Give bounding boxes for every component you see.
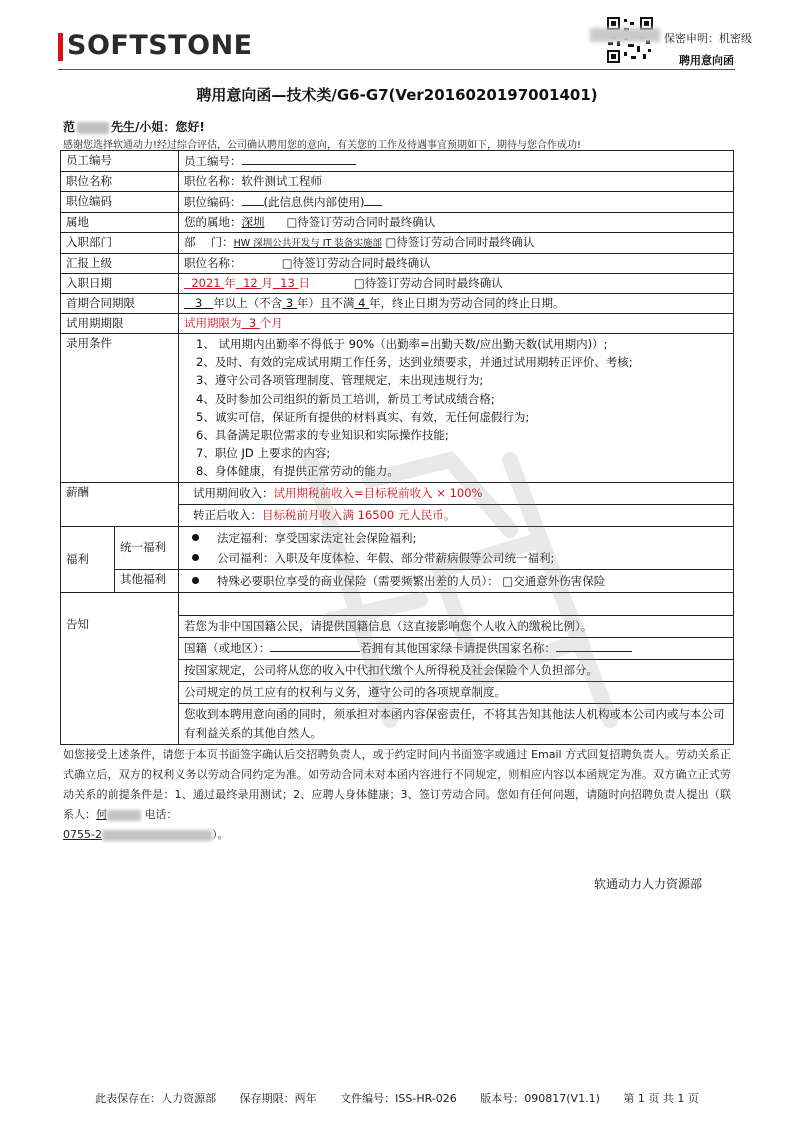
greeting-text: 先生/小姐：您好! xyxy=(111,120,205,134)
row-position-name xyxy=(61,172,734,192)
notice-line: 按国家规定，公司将从您的收入中代扣代缴个人所得税及社会保险个人负担部分。 xyxy=(179,659,734,681)
version-number: 版本号：090817(V1.1) xyxy=(480,1092,600,1105)
intro-text: 感谢您选择软通动力!经过综合评估，公司确认聘用您的意向，有关您的工作及待遇事宜预期如下，期待与您合作成功! xyxy=(63,140,582,151)
conditions-list xyxy=(179,334,734,483)
notice-line: 国籍（或地区）： 若拥有其他国家绿卡请提供国家名称： xyxy=(179,637,734,659)
redacted-contact xyxy=(107,810,141,821)
row-label: 员工编号 xyxy=(61,151,179,172)
row-label: 首期合同期限 xyxy=(61,294,179,314)
confirm-checkbox[interactable]: □待签订劳动合同时最终确认 xyxy=(385,235,535,249)
confirm-checkbox[interactable]: □待签订劳动合同时最终确认 xyxy=(353,276,503,290)
salary-regular: 转正后收入：目标税前月收入满 16500 元人民币。 xyxy=(179,504,734,526)
notice-line: 若您为非中国国籍公民，请提供国籍信息（这直接影响您个人收入的缴税比例）。 xyxy=(179,615,734,637)
row-location xyxy=(61,213,734,233)
retention-label: 保存期限：两年 xyxy=(239,1092,317,1105)
row-notice-1 xyxy=(61,615,734,637)
notice-line: 公司规定的员工应有的权利与义务，遵守公司的各项规章制度。 xyxy=(179,681,734,703)
condition-item: 6、具备满足职位需求的专业知识和实际操作技能; xyxy=(196,428,449,443)
row-label: 入职日期 xyxy=(61,274,179,294)
condition-item: 5、诚实可信，保证所有提供的材料真实、有效，无任何虚假行为; xyxy=(196,409,530,424)
row-value: 您的属地：深圳 □待签订劳动合同时最终确认 xyxy=(179,213,734,233)
benefit-item: 法定福利：享受国家法定社会保险福利; xyxy=(184,528,728,548)
document-title: 聘用意向函—技术类/G6-G7(Ver2016020197001401) xyxy=(196,86,598,104)
row-report-to xyxy=(61,254,734,274)
row-notice-spacer xyxy=(61,592,734,615)
row-label: 薪酬 xyxy=(61,482,179,526)
row-label: 试用期期限 xyxy=(61,314,179,334)
signoff: 软通动力人力资源部 xyxy=(594,877,703,891)
keeper-label: 此表保存在：人力资源部 xyxy=(95,1092,217,1105)
benefits-unified-list xyxy=(179,526,734,569)
greeting xyxy=(63,118,205,135)
salary-probation: 试用期间收入：试用期税前收入=目标税前收入 × 100% xyxy=(179,482,734,504)
row-value: 员工编号： xyxy=(179,151,734,172)
greeting-surname: 范 xyxy=(63,120,76,134)
page-number: 第 1 页 共 1 页 xyxy=(623,1092,699,1105)
confidential-label: 保密申明：机密级 xyxy=(664,32,752,45)
condition-item: 3、遵守公司各项管理制度、管理规定，未出现违规行为; xyxy=(196,373,484,388)
row-value: 职位编码： (此信息供内部使用) xyxy=(179,192,734,213)
condition-item: 4、及时参加公司组织的新员工培训，新员工考试成绩合格; xyxy=(196,391,495,406)
row-contract-term xyxy=(61,294,734,314)
benefits-other: 特殊必要职位享受的商业保险（需要频繁出差的人员）： □交通意外伤害保险 xyxy=(179,569,734,592)
file-number: 文件编号：ISS-HR-026 xyxy=(340,1092,457,1105)
bullet-icon xyxy=(192,534,199,541)
notice-line: 您收到本聘用意向函的同时，须承担对本函内容保密责任，不将其告知其他法人机构或本公司内或与本公司有利益关系的其他自然人。 xyxy=(179,703,734,744)
confirm-checkbox[interactable]: □待签订劳动合同时最终确认 xyxy=(286,215,436,229)
row-salary-probation xyxy=(61,482,734,504)
row-label: 属地 xyxy=(61,213,179,233)
row-value: 职位名称：软件测试工程师 xyxy=(179,172,734,192)
row-position-code xyxy=(61,192,734,213)
redacted-phone xyxy=(102,830,212,841)
row-label: 录用条件 xyxy=(61,334,179,483)
condition-item: 8、身体健康，有提供正常劳动的能力。 xyxy=(196,464,399,479)
benefit-item: 公司福利：入职及年度体检、年假、部分带薪病假等公司统一福利; xyxy=(184,548,728,568)
bullet-icon xyxy=(192,554,199,561)
row-label: 职位编码 xyxy=(61,192,179,213)
condition-item: 2、及时、有效的完成试用期工作任务，达到业绩要求，并通过试用期转正评价、考核; xyxy=(196,355,633,370)
benefits-other-label: 其他福利 xyxy=(115,569,179,592)
row-label: 入职部门 xyxy=(61,233,179,254)
contact-surname: 何 xyxy=(96,808,107,821)
logo-accent-bar xyxy=(58,33,63,61)
row-department xyxy=(61,233,734,254)
row-conditions xyxy=(61,334,734,483)
employee-id-blank xyxy=(242,152,356,165)
footer-notice: 如您接受上述条件，请您于本页书面签字确认后交招聘负责人，或于约定时间内书面签字或通过 Email 方式回复招聘负责人。劳动关系正式确立后，双方的权利义务以劳动合同约定为准。如劳动合同未对本函内容进行不同规定，则相应内容以本函规定为准。双方确立正式劳动关系的前提条件是：1、通过最终录用测试；2、应聘人身体健康；3、签订劳动合同。您如有任何问题，请随时向招聘负责人提出（联系人：何 电话： 0755-2 ）。 xyxy=(63,748,731,841)
header-divider xyxy=(58,69,735,70)
doc-type-label: 聘用意向函 xyxy=(679,54,734,67)
row-label: 职位名称 xyxy=(61,172,179,192)
row-benefits-unified xyxy=(61,526,734,569)
condition-item: 1、 试用期内出勤率不得低于 90%（出勤率=出勤天数/应出勤天数(试用期内)）; xyxy=(196,337,608,351)
row-value: 职位名称： □待签订劳动合同时最终确认 xyxy=(179,254,734,274)
row-value: 3 年以上（不含 3 年）且不满 4 年，终止日期为劳动合同的终止日期。 xyxy=(179,294,734,314)
row-label: 告知 xyxy=(61,615,179,744)
redacted-info xyxy=(590,28,660,42)
offer-details-table xyxy=(60,150,734,745)
condition-item: 7、职位 JD 上要求的内容; xyxy=(196,446,331,461)
logo-text: SOFTSTONE xyxy=(67,30,253,61)
row-probation xyxy=(61,314,734,334)
nationality-blank[interactable] xyxy=(270,639,360,652)
row-value: 部 门：HW 深圳公共开发与 IT 装备实施部 □待签订劳动合同时最终确认 xyxy=(179,233,734,254)
row-benefits-other xyxy=(61,569,734,592)
row-employee-id xyxy=(61,151,734,172)
redacted-name xyxy=(77,122,109,134)
confirm-checkbox[interactable]: □待签订劳动合同时最终确认 xyxy=(281,256,431,270)
row-start-date xyxy=(61,274,734,294)
company-logo xyxy=(58,30,253,61)
row-label: 福利 xyxy=(61,526,115,592)
document-meta-footer xyxy=(0,1090,794,1106)
benefits-unified-label: 统一福利 xyxy=(115,526,179,569)
phone-prefix: 0755-2 xyxy=(63,828,102,841)
row-label: 汇报上级 xyxy=(61,254,179,274)
row-value: 试用期限为 3 个月 xyxy=(179,314,734,334)
bullet-icon xyxy=(192,577,199,584)
green-card-blank[interactable] xyxy=(556,639,632,652)
row-value: 2021 年 12 月 13 日 □待签订劳动合同时最终确认 xyxy=(179,274,734,294)
